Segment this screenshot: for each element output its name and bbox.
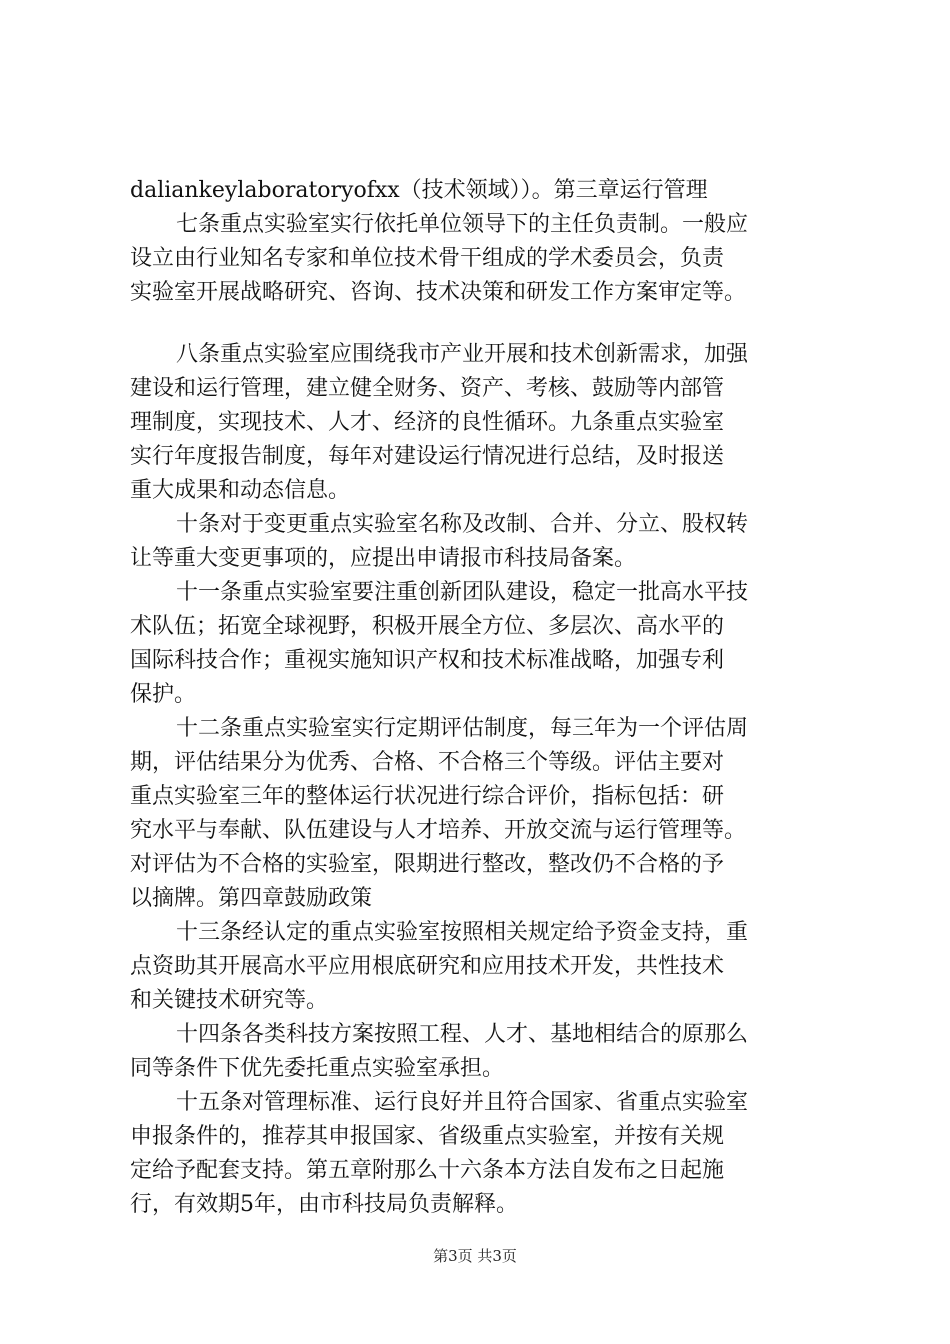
paragraph-article-13 — [130, 916, 830, 1018]
text-line: 以摘牌。第四章鼓励政策 — [130, 886, 373, 911]
text-line: 和关键技术研究等。 — [130, 988, 329, 1013]
paragraph-article-8-9 — [130, 338, 830, 508]
text-line: 究水平与奉献、队伍建设与人才培养、开放交流与运行管理等。 — [130, 818, 747, 843]
text-line: 同等条件下优先委托重点实验室承担。 — [130, 1056, 505, 1081]
paragraph-article-7 — [130, 208, 830, 310]
text-line: 术队伍；拓宽全球视野，积极开展全方位、多层次、高水平的 — [130, 614, 725, 639]
text-line: daliankeylaboratoryofxx（技术领域））。第三章运行管理 — [130, 178, 708, 203]
text-line: 实行年度报告制度，每年对建设运行情况进行总结，及时报送 — [130, 444, 725, 469]
paragraph-article-14 — [130, 1018, 830, 1086]
text-line: 理制度，实现技术、人才、经济的良性循环。九条重点实验室 — [130, 410, 725, 435]
text-line: 十五条对管理标准、运行良好并且符合国家、省重点实验室 — [176, 1090, 749, 1115]
paragraph-chapter3-heading-line — [130, 174, 830, 208]
paragraph-article-12 — [130, 712, 830, 916]
text-line: 实验室开展战略研究、咨询、技术决策和研发工作方案审定等。 — [130, 280, 747, 305]
paragraph-article-15-16 — [130, 1086, 830, 1222]
page-number-footer: 第3页 共3页 — [433, 1247, 517, 1265]
text-line: 十三条经认定的重点实验室按照相关规定给予资金支持，重 — [176, 920, 749, 945]
text-line: 十二条重点实验室实行定期评估制度，每三年为一个评估周 — [176, 716, 749, 741]
text-line: 十四条各类科技方案按照工程、人才、基地相结合的原那么 — [176, 1022, 749, 1047]
paragraph-article-11 — [130, 576, 830, 712]
text-line: 定给予配套支持。第五章附那么十六条本方法自发布之日起施 — [130, 1158, 725, 1183]
document-body — [130, 174, 830, 1222]
text-line: 七条重点实验室实行依托单位领导下的主任负责制。一般应 — [176, 212, 749, 237]
paragraph-spacer — [130, 310, 830, 338]
text-line: 申报条件的，推荐其申报国家、省级重点实验室，并按有关规 — [130, 1124, 725, 1149]
text-line: 建设和运行管理，建立健全财务、资产、考核、鼓励等内部管 — [130, 376, 725, 401]
text-line: 点资助其开展高水平应用根底研究和应用技术开发，共性技术 — [130, 954, 725, 979]
text-line: 期，评估结果分为优秀、合格、不合格三个等级。评估主要对 — [130, 750, 725, 775]
text-line: 八条重点实验室应围绕我市产业开展和技术创新需求，加强 — [176, 342, 749, 367]
text-line: 重点实验室三年的整体运行状况进行综合评价，指标包括：研 — [130, 784, 725, 809]
text-line: 对评估为不合格的实验室，限期进行整改，整改仍不合格的予 — [130, 852, 725, 877]
text-line: 十一条重点实验室要注重创新团队建设，稳定一批高水平技 — [176, 580, 749, 605]
text-line: 十条对于变更重点实验室名称及改制、合并、分立、股权转 — [176, 512, 749, 537]
text-line: 行，有效期5年，由市科技局负责解释。 — [130, 1192, 518, 1217]
text-line: 设立由行业知名专家和单位技术骨干组成的学术委员会，负责 — [130, 246, 725, 271]
paragraph-article-10 — [130, 508, 830, 576]
text-line: 重大成果和动态信息。 — [130, 478, 351, 503]
text-line: 保护。 — [130, 682, 197, 707]
text-line: 国际科技合作；重视实施知识产权和技术标准战略，加强专利 — [130, 648, 725, 673]
text-line: 让等重大变更事项的，应提出申请报市科技局备案。 — [130, 546, 637, 571]
